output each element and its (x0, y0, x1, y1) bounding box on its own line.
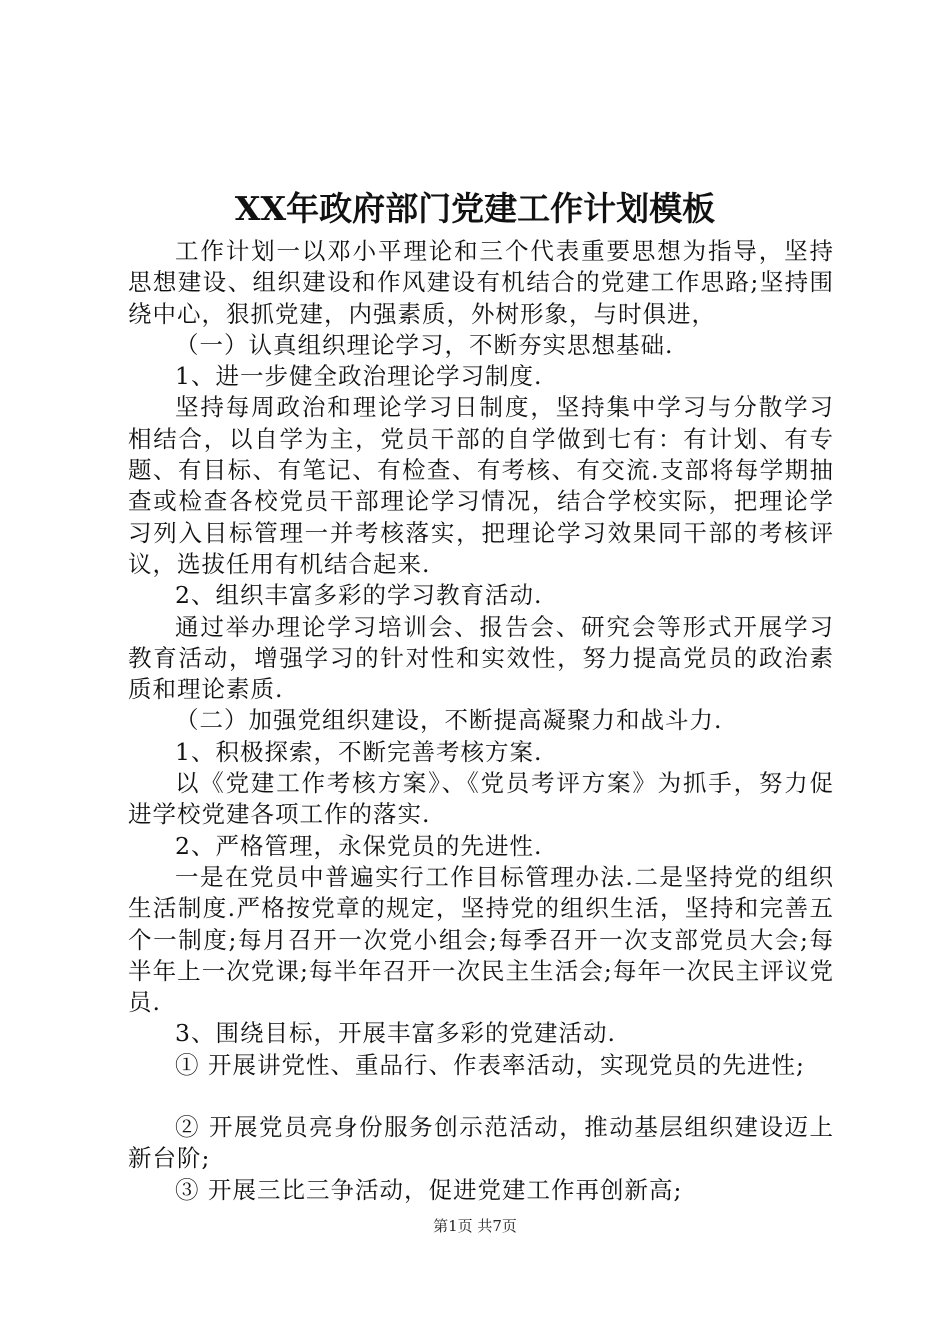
list-item-3: ③ 开展三比三争活动，促进党建工作再创新高; (175, 1175, 683, 1204)
section-heading-1: （一）认真组织理论学习，不断夯实思想基础. (175, 330, 674, 359)
document-title: XX年政府部门党建工作计划模板 (234, 189, 716, 228)
subheading-1-1: 1、进一步健全政治理论学习制度. (175, 362, 543, 391)
paragraph-1-2: 通过举办理论学习培训会、报告会、研究会等形式开展学习教育活动，增强学习的针对性和实效性，努力提高党员的政治素质和理论素质. (128, 612, 834, 704)
subheading-2-3: 3、围绕目标，开展丰富多彩的党建活动. (175, 1019, 616, 1048)
paragraph-1-1: 坚持每周政治和理论学习日制度，坚持集中学习与分散学习相结合，以自学为主，党员干部的自学做到七有：有计划、有专题、有目标、有笔记、有检查、有考核、有交流.支部将每学期抽查或检查各校党员干部理论学习情况，结合学校实际，把理论学习列入目标管理一并考核落实，把理论学习效果同干部的考核评议，选拔任用有机结合起来. (128, 393, 834, 578)
subheading-2-1: 1、积极探索，不断完善考核方案. (175, 737, 543, 766)
paragraph-2-2: 一是在党员中普遍实行工作目标管理办法.二是坚持党的组织生活制度.严格按党章的规定，坚持党的组织生活，坚持和完善五个一制度;每月召开一次党小组会;每季召开一次支部党员大会;每半年上一次党课;每半年召开一次民主生活会;每年一次民主评议党员. (128, 862, 834, 1017)
list-item-2: ② 开展党员亮身份服务创示范活动，推动基层组织建设迈上新台阶; (128, 1113, 834, 1173)
document-body (128, 236, 834, 1206)
list-item-1: ① 开展讲党性、重品行、作表率活动，实现党员的先进性; (175, 1050, 805, 1079)
section-heading-2: （二）加强党组织建设，不断提高凝聚力和战斗力. (175, 706, 723, 735)
paragraph-intro: 工作计划一以邓小平理论和三个代表重要思想为指导，坚持思想建设、组织建设和作风建设有机结合的党建工作思路;坚持围绕中心，狠抓党建，内强素质，外树形象，与时俱进， (128, 237, 834, 328)
paragraph-2-1: 以《党建工作考核方案》、《党员考评方案》为抓手，努力促进学校党建各项工作的落实. (128, 769, 834, 829)
subheading-2-2: 2、严格管理，永保党员的先进性. (175, 831, 543, 860)
subheading-1-2: 2、组织丰富多彩的学习教育活动. (175, 581, 543, 610)
page-number-footer: 第1页 共7页 (433, 1217, 517, 1235)
